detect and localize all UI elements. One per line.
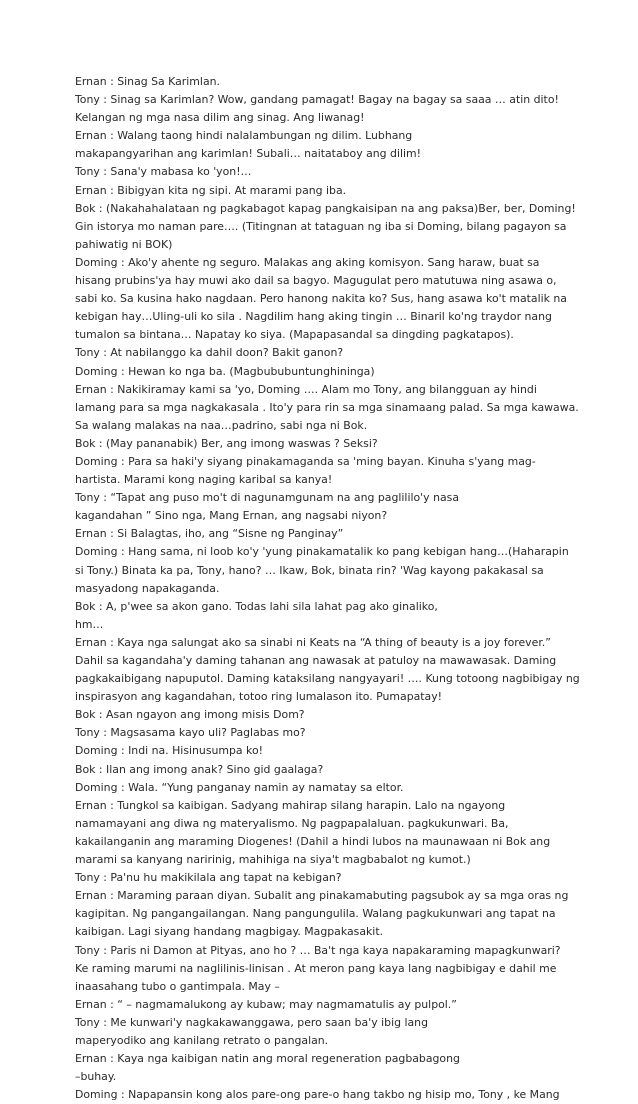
text-line: Ernan : Bibigyan kita ng sipi. At marami pang iba.	[75, 183, 347, 197]
text-line: Doming : Ako'y ahente ng seguro. Malakas ang aking komisyon. Sang haraw, buat sa	[75, 255, 540, 269]
text-line: –buhay.	[75, 1070, 117, 1084]
text-line: lamang para sa mga nagkakasala . Ito'y para rin sa mga sinamaang palad. Sa mga kawawa.	[75, 400, 579, 414]
text-line: Ernan : “ – nagmamalukong ay kubaw; may nagmamatulis ay pulpol.”	[75, 997, 457, 1011]
text-line: Doming : Indi na. Hisinusumpa ko!	[75, 744, 264, 758]
text-line: Ernan : Kaya nga salungat ako sa sinabi ni Keats na “A thing of beauty is a joy forever.”	[75, 635, 551, 649]
text-line: maperyodiko ang kanilang retrato o pangalan.	[75, 1033, 329, 1047]
text-line: Ernan : Walang taong hindi nalalambungan ng dilim. Lubhang	[75, 129, 413, 143]
text-line: Ernan : Maraming paraan diyan. Subalit ang pinakamabuting pagsubok ay sa mga oras ng	[75, 889, 569, 903]
text-line: Ernan : Nakikiramay kami sa 'yo, Doming …. Alam mo Tony, ang bilangguan ay hindi	[75, 382, 537, 396]
text-line: inspirasyon ang kagandahan, totoo ring lumalason ito. Pumapatay!	[75, 690, 443, 704]
text-line: Doming : Wala. “Yung panganay namin ay namatay sa eltor.	[75, 780, 404, 794]
text-line: Tony : Magsasama kayo uli? Paglabas mo?	[75, 726, 306, 740]
text-line: si Tony.) Binata ka pa, Tony, hano? … Ikaw, Bok, binata rin? 'Wag kayong pakakasal sa	[75, 563, 544, 577]
text-line: Sa walang malakas na naa…padrino, sabi nga ni Bok.	[75, 418, 368, 432]
text-line: tumalon sa bintana… Napatay ko siya. (Mapapasandal sa dingding pagkatapos).	[75, 328, 514, 342]
text-line: Bok : Asan ngayon ang imong misis Dom?	[75, 708, 305, 722]
text-line: Tony : “Tapat ang puso mo't di nagunamgunam na ang paglililo'y nasa	[75, 491, 459, 505]
script-text	[75, 73, 580, 1104]
text-line: Tony : At nabilanggo ka dahil doon? Bakit ganon?	[75, 346, 344, 360]
text-line: Doming : Hewan ko nga ba. (Magbububuntunghininga)	[75, 364, 375, 378]
text-line: Ernan : Sinag Sa Karimlan.	[75, 75, 220, 88]
text-line: namamayani ang diwa ng materyalismo. Ng pagpapalaluan. pagkukunwari. Ba,	[75, 816, 509, 830]
text-line: kagandahan ” Sino nga, Mang Ernan, ang nagsabi niyon?	[75, 509, 388, 523]
text-line: inaasahang tubo o gantimpala. May –	[75, 979, 280, 993]
text-line: Kelangan ng mga nasa dilim ang sinag. Ang liwanag!	[75, 111, 365, 125]
text-line: Dahil sa kagandaha'y daming tahanan ang nawasak at patuloy na mawawasak. Daming	[75, 654, 557, 667]
text-line: Doming : Napapansin kong alos pare-ong pare-o hang takbo ng hisip mo, Tony , ke Mang	[75, 1088, 560, 1102]
text-line: Tony : Paris ni Damon at Pityas, ano ho ? … Ba't nga kaya napakaraming mapagkunwari?	[75, 943, 561, 957]
text-line: Gin istorya mo naman pare…. (Titingnan at tataguan ng iba si Doming, bilang pagayon sa	[75, 219, 567, 233]
text-line: Ernan : Si Balagtas, iho, ang “Sisne ng Panginay”	[75, 527, 344, 541]
text-line: hm…	[75, 617, 104, 631]
text-line: marami sa kanyang naririnig, mahihiga na siya't magbabalot ng kumot.)	[75, 853, 471, 867]
text-line: Bok : A, p'wee sa akon gano. Todas lahi sila lahat pag ako ginaliko,	[75, 599, 438, 613]
text-line: Doming : Para sa haki'y siyang pinakamaganda sa 'ming bayan. Kinuha s'yang mag-	[75, 454, 536, 468]
text-line: kebigan hay…Uling-uli ko sila . Nagdilim hang aking tingin … Binaril ko'ng traydor nang	[75, 310, 552, 324]
text-line: Ke raming marumi na naglilinis-linisan . At meron pang kaya lang nagbibigay e dahil me	[75, 961, 557, 975]
text-line: Tony : Sana'y mabasa ko 'yon!…	[75, 165, 252, 179]
text-line: Bok : Ilan ang imong anak? Sino gid gaalaga?	[75, 762, 324, 776]
text-line: pagkakaibigang napuputol. Daming kataksilang nangyayari! …. Kung totoong nagbibigay ng	[75, 672, 580, 686]
text-line: Tony : Pa'nu hu makikilala ang tapat na kebigan?	[75, 871, 342, 885]
text-line: Ernan : Tungkol sa kaibigan. Sadyang mahirap silang harapin. Lalo na ngayong	[75, 798, 506, 812]
text-line: masyadong napakaganda.	[75, 581, 220, 595]
text-line: Tony : Me kunwari'y nagkakawanggawa, pero saan ba'y ibig lang	[75, 1015, 428, 1029]
text-line: pahiwatig ni BOK)	[75, 237, 173, 251]
text-line: Bok : (Nakahahalataan ng pagkabagot kapag pangkaisipan na ang paksa)Ber, ber, Doming!	[75, 201, 576, 215]
text-line: kaibigan. Lagi siyang handang magbigay. Magpakasakit.	[75, 925, 384, 939]
text-line: hartista. Marami kong naging karibal sa kanya!	[75, 473, 333, 487]
text-line: kakailanganin ang maraming Diogenes! (Dahil a hindi lubos na maunawaan ni Bok ang	[75, 834, 551, 848]
text-line: sabi ko. Sa kusina hako nagdaan. Pero hanong nakita ko? Sus, hang asawa ko't matalik na	[75, 292, 567, 306]
text-line: Ernan : Kaya nga kaibigan natin ang moral regeneration pagbabagong	[75, 1052, 460, 1066]
text-line: hisang prubins'ya hay muwi ako dail sa bagyo. Magugulat pero matutuwa ning asawa o,	[75, 274, 557, 288]
text-line: Tony : Sinag sa Karimlan? Wow, gandang pamagat! Bagay na bagay sa saaa … atin dito!	[75, 93, 559, 107]
text-line: makapangyarihan ang karimlan! Subali… naitataboy ang dilim!	[75, 147, 422, 161]
text-line: Bok : (May pananabik) Ber, ang imong waswas ? Seksi?	[75, 436, 378, 450]
text-line: Doming : Hang sama, ni loob ko'y 'yung pinakamatalik ko pang kebigan hang…(Haharapin	[75, 545, 569, 559]
text-line: kagipitan. Ng pangangailangan. Nang pangungulila. Walang pagkukunwari ang tapat na	[75, 907, 556, 921]
